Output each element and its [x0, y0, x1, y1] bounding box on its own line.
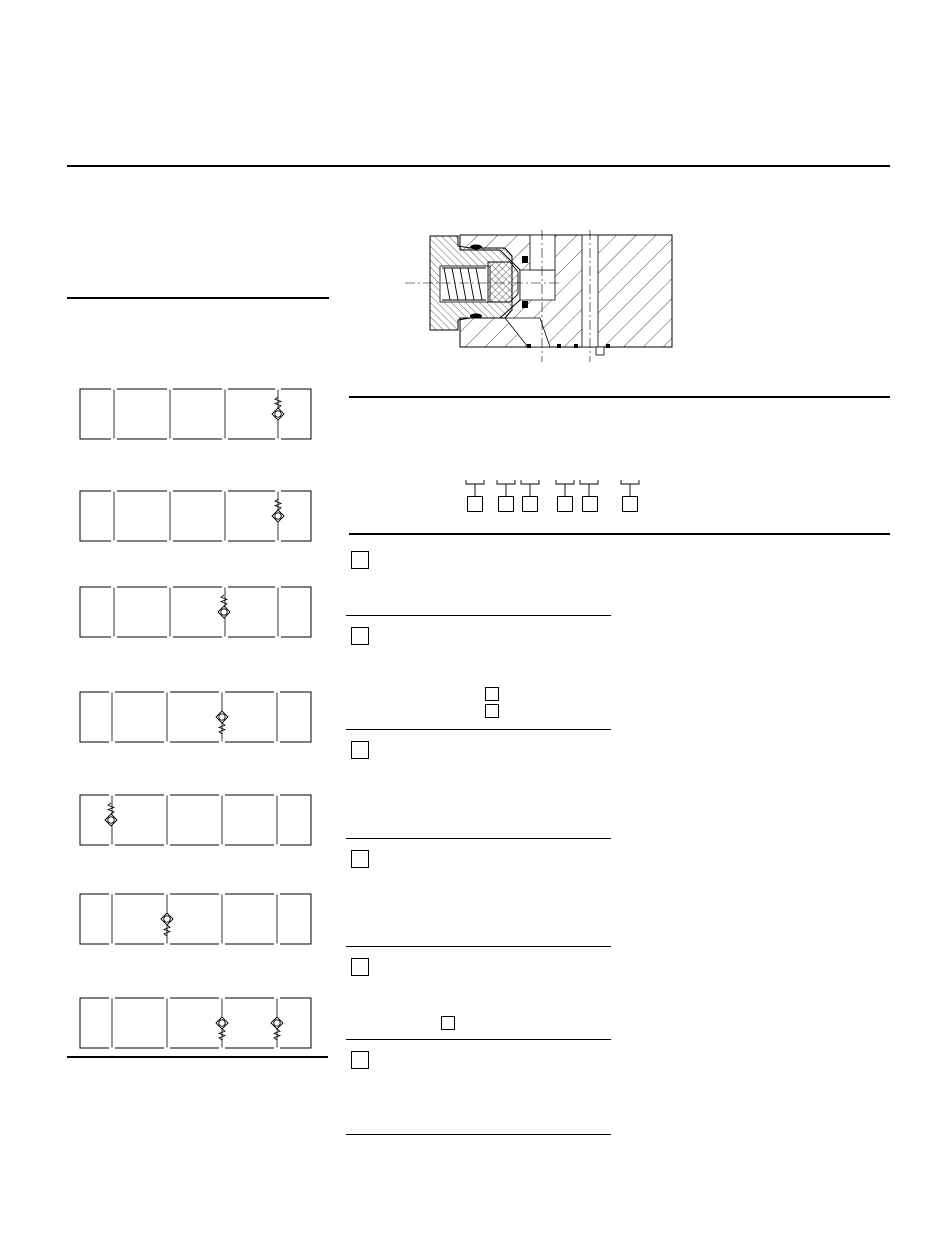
schematic-2	[80, 490, 311, 542]
schematic-6	[80, 893, 311, 945]
schematic-7	[80, 997, 311, 1049]
check-valve-icon	[161, 913, 173, 936]
schematic-1	[80, 388, 311, 440]
check-valve-icon	[218, 595, 230, 618]
schematic-4	[80, 691, 311, 743]
schematic-5	[80, 794, 311, 846]
check-valve-icon	[271, 1017, 283, 1040]
check-valve-icon	[105, 803, 117, 826]
check-valve-icon	[216, 1017, 228, 1040]
check-valve-icon	[272, 499, 284, 522]
schematic-3	[80, 586, 311, 638]
check-valve-icon	[216, 711, 228, 734]
check-valve-icon	[272, 397, 284, 420]
